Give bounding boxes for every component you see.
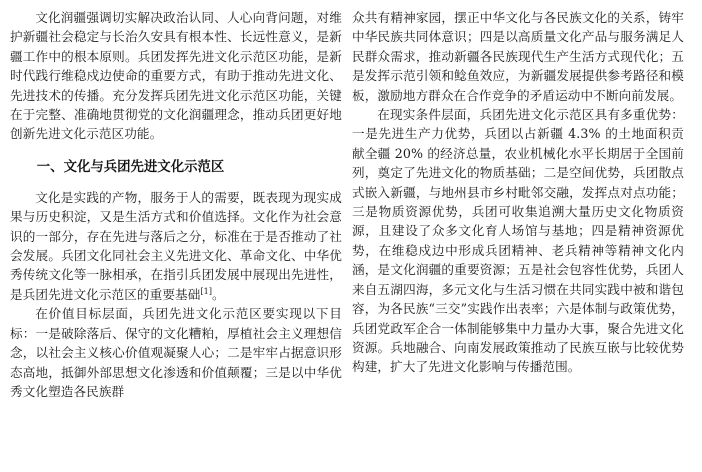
paragraph-culture-definition-text: 文化是实践的产物，服务于人的需要，既表现为现实成果与历史积淀，又是生活方式和价值选择。文化作为社会意识的一部分，存在先进与落后之分，标准在于是否推动了社会发展。兵团文化同社会主义先进文化、革命文化、中华优秀传统文化等一脉相承，在指引兵团发展中展现出先进性，是兵团先进文化示范区的重要基础 [10,189,342,302]
left-column [10,8,342,468]
paragraph-realistic-conditions: 在现实条件层面，兵团先进文化示范区具有多重优势：一是先进生产力优势，兵团以占新疆 4.3% 的土地面积贡献全疆 20% 的经济总量，农业机械化水平长期居于全国前列，奠定了先进文化的物质基础；二是空间优势，兵团散点式嵌入新疆，与地州县市乡村毗邻交融，发挥点对点功能；三是物质资源优势，兵团可收集追溯大量历史文化物质资源，且建设了众多文化育人场馆与基地；四是精神资源优势，在维稳戍边中形成兵团精神、老兵精神等精神文化内涵，是文化润疆的重要资源；五是社会包容性优势，兵团人来自五湖四海，多元文化与生活习惯在共同实践中被和谐包容，为各民族“三交”实践作出表率；六是体制与政策优势，兵团党政军企合一体制能够集中力量办大事，聚合先进文化资源。兵地融合、向南发展政策推动了民族互嵌与比较优势构建，扩大了先进文化影响与传播范围。 [352,107,684,375]
citation-reference[interactable]: [1] [200,286,213,296]
paragraph-culture-definition [10,188,342,304]
paragraph-value-goals-continued: 众共有精神家园，摆正中华文化与各民族文化的关系，铸牢中华民族共同体意识；四是以高质量文化产品与服务满足人民群众需求，推动新疆各民族现代生产生活方式现代化；五是发挥示范引领和鲶鱼效应，为新疆发展提供参考路径和模板，激励地方群众在合作竞争的矛盾运动中不断向前发展。 [352,10,684,103]
intro-paragraph: 文化润疆强调切实解决政治认同、人心向背问题，对维护新疆社会稳定与长治久安具有根本性、长远性意义，是新疆工作中的根本原则。兵团发挥先进文化示范区功能，是新时代践行维稳戍边使命的重要方式，有助于推动先进文化、先进技术的传播。充分发挥兵团先进文化示范区功能，关键在于完整、准确地贯彻党的文化润疆理念，推动兵团更好地创新先进文化示范区功能。 [10,10,342,142]
paragraph-culture-definition-end: 。 [212,286,225,302]
section-heading: 一、文化与兵团先进文化示范区 [36,159,225,175]
paragraph-value-goals: 在价值目标层面，兵团先进文化示范区要实现以下目标：一是破除落后、保守的文化糟粕，厚植社会主义理想信念，以社会主义核心价值观凝聚人心；二是牢牢占据意识形态高地，抵御外部思想文化渗透和价值颠覆；三是以中华优秀文化塑造各民族群 [10,306,342,399]
right-column [352,8,684,468]
